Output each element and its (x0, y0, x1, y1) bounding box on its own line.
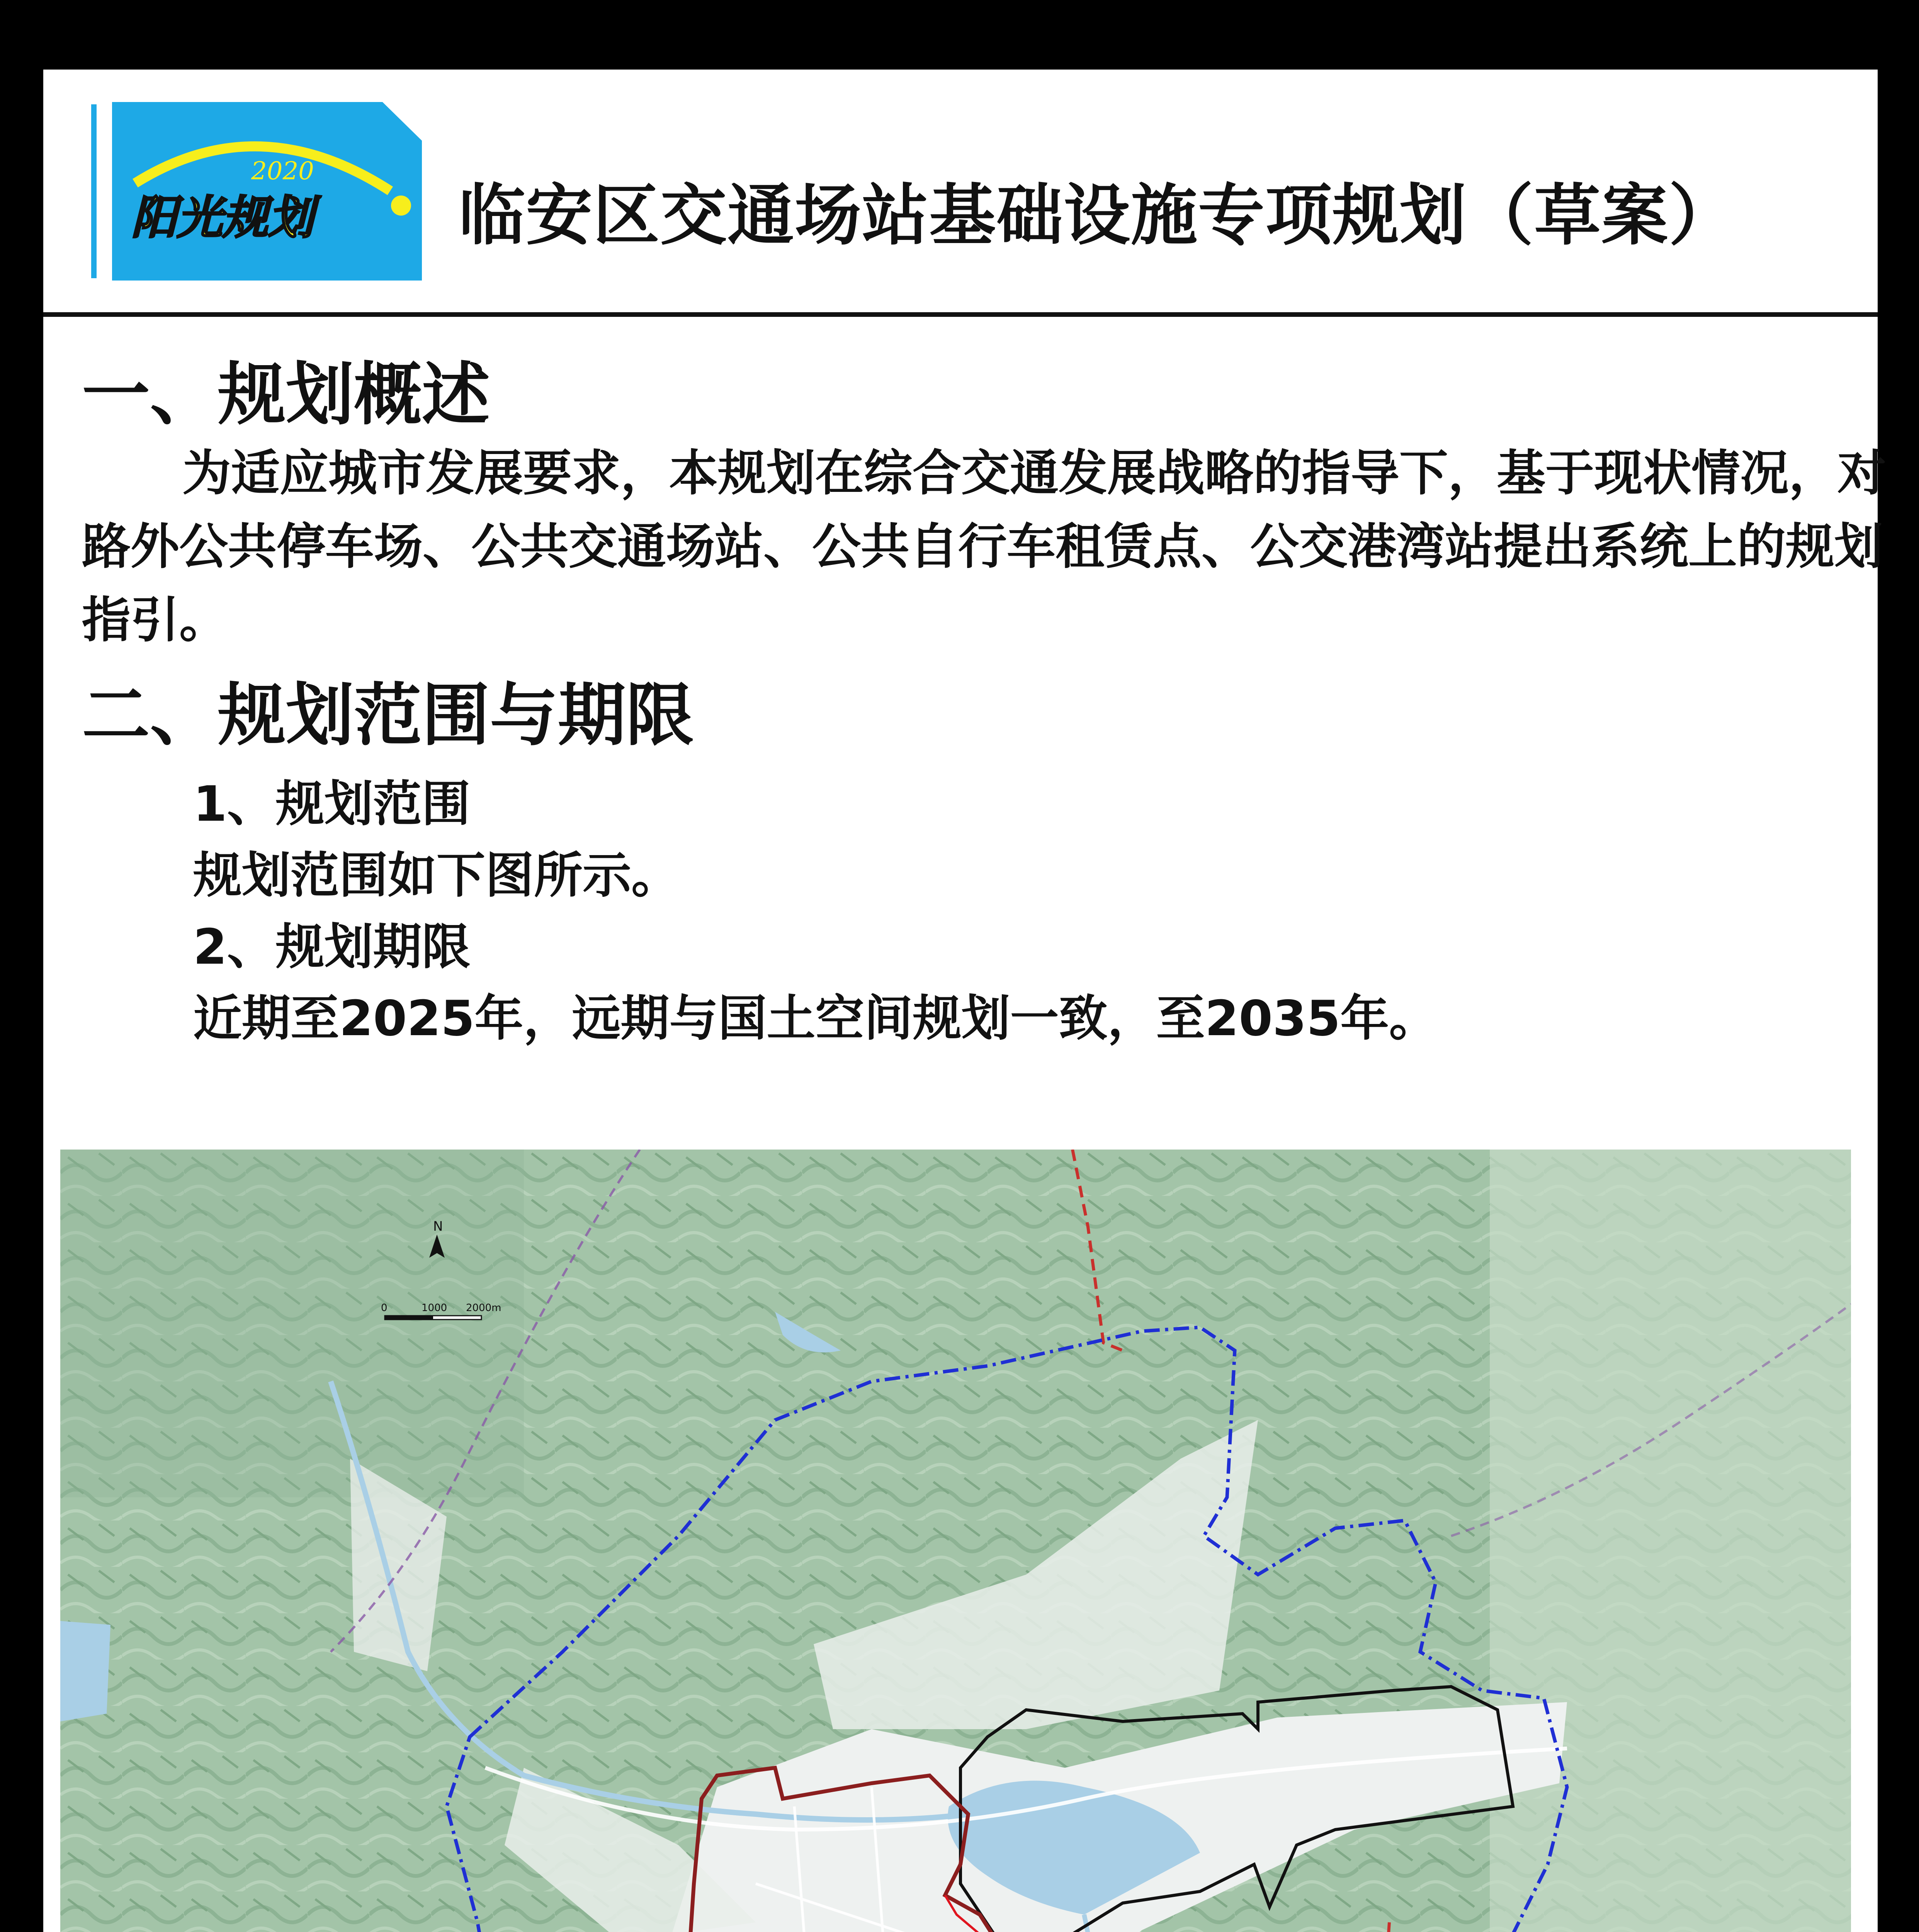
section1-body-text: 为适应城市发展要求，本规划在综合交通发展战略的指导下，基于现状情况，对路外公共停车场、公共交通场站、公共自行车租赁点、公交港湾站提出系统上的规划指引。 (82, 445, 1886, 648)
section2-item1-title: 1、规划范围 (193, 776, 471, 832)
logo (112, 102, 422, 281)
section2-item1-body: 规划范围如下图所示。 (193, 847, 680, 904)
page-title: 临安区交通场站基础设施专项规划（草案） (459, 177, 1736, 254)
north-label: N (433, 1219, 443, 1234)
header-divider (43, 312, 1878, 317)
section1-heading: 一、规划概述 (82, 355, 490, 434)
scale-label-2000: 2000m (466, 1302, 501, 1314)
section2-item2-title: 2、规划期限 (193, 918, 471, 975)
scale-label-0: 0 (381, 1302, 388, 1314)
map-graphic (60, 1150, 1851, 1932)
svg-text:2020: 2020 (251, 157, 314, 185)
header (43, 70, 1878, 313)
section1-body (82, 437, 1894, 657)
planning-map (60, 1150, 1851, 1932)
section2-heading: 二、规划范围与期限 (82, 676, 694, 755)
logo-stripe (91, 104, 97, 278)
section2-item2-body: 近期至2025年，远期与国土空间规划一致，至2035年。 (193, 990, 1438, 1047)
scale-label-1000: 1000 (422, 1302, 447, 1314)
poster-sheet (43, 70, 1886, 1932)
svg-text:阳光规划: 阳光规划 (131, 191, 314, 244)
